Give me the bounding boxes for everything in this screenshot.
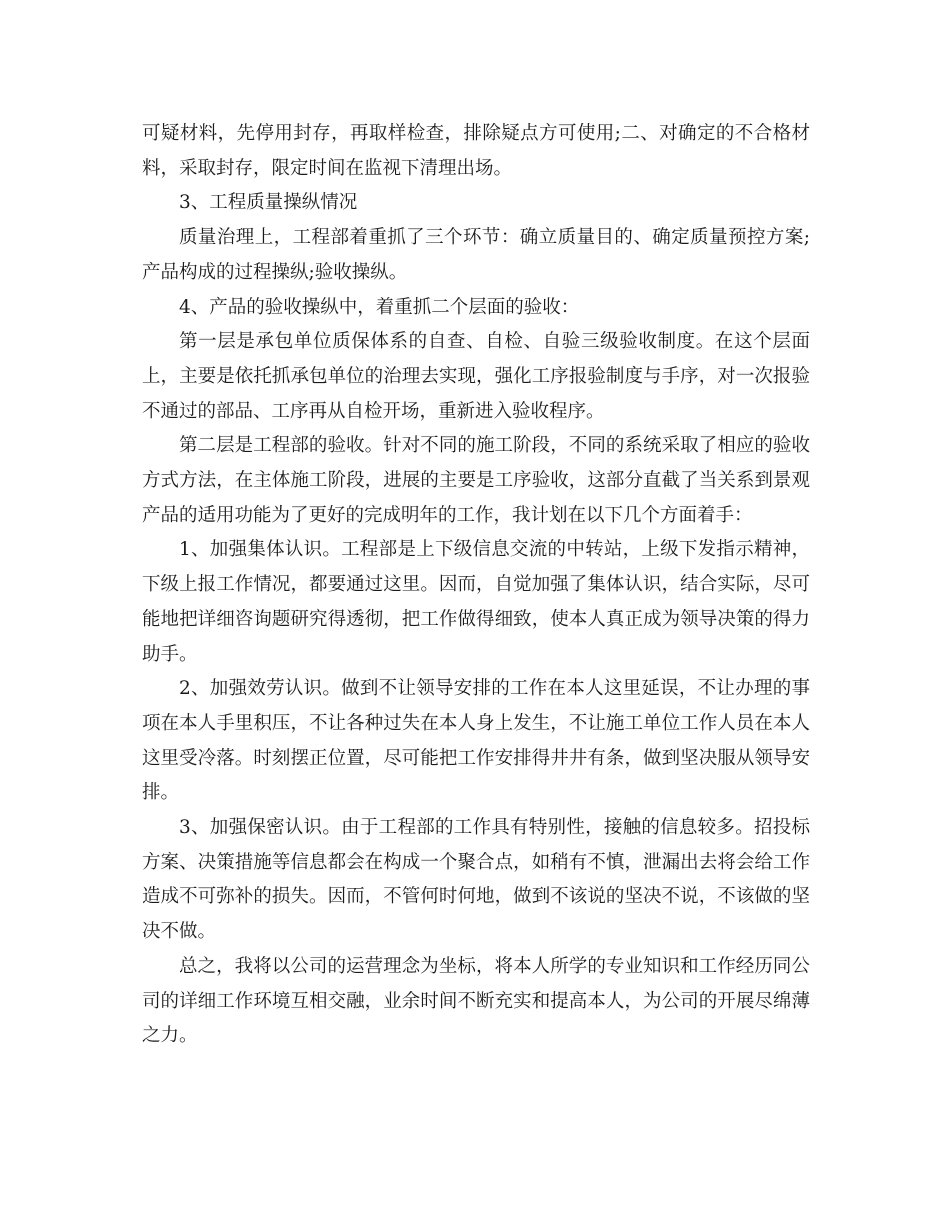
paragraph-conclusion: 总之，我将以公司的运营理念为坐标，将本人所学的专业知识和工作经历同公司的详细工作环境互相交融，业余时间不断充实和提高本人，为公司的开展尽绵薄之力。	[142, 955, 810, 1047]
paragraph-continuation: 可疑材料，先停用封存，再取样检查，排除疑点方可使用;二、对确定的不合格材料，采取封存，限定时间在监视下清理出场。	[142, 123, 810, 179]
paragraph-collective-awareness: 1、加强集体认识。工程部是上下级信息交流的中转站，上级下发指示精神，下级上报工作情况，都要通过这里。因而，自觉加强了集体认识，结合实际，尽可能地把详细咨询题研究得透彻，把工作做得细致，使本人真正成为领导决策的得力助手。	[142, 539, 810, 665]
paragraph-service-awareness: 2、加强效劳认识。做到不让领导安排的工作在本人这里延误，不让办理的事项在本人手里积压，不让各种过失在本人身上发生，不让施工单位工作人员在本人这里受冷落。时刻摆正位置，尽可能把工作安排得井井有条，做到坚决服从领导安排。	[142, 678, 810, 804]
paragraph-first-layer: 第一层是承包单位质保体系的自查、自检、自验三级验收制度。在这个层面上，主要是依托抓承包单位的治理去实现，强化工序报验制度与手序，对一次报验不通过的部品、工序再从自检开场，重新进入验收程序。	[142, 331, 810, 422]
paragraph-confidentiality-awareness: 3、加强保密认识。由于工程部的工作具有特别性，接触的信息较多。招投标方案、决策措施等信息都会在构成一个聚合点，如稍有不慎，泄漏出去将会给工作造成不可弥补的损失。因而，不管何时何地，做到不该说的坚决不说，不该做的坚决不做。	[142, 817, 810, 943]
paragraph-quality-management: 质量治理上，工程部着重抓了三个环节：确立质量目的、确定质量预控方案;产品构成的过程操纵;验收操纵。	[142, 227, 810, 283]
paragraph-second-layer: 第二层是工程部的验收。针对不同的施工阶段，不同的系统采取了相应的验收方式方法，在主体施工阶段，进展的主要是工序验收，这部分直截了当关系到景观产品的适用功能为了更好的完成明年的工作，我计划在以下几个方面着手：	[142, 435, 810, 526]
document-body	[142, 117, 810, 1054]
section-heading-quality-control: 3、工程质量操纵情况	[179, 192, 358, 214]
section-heading-acceptance-control: 4、产品的验收操纵中，着重抓二个层面的验收：	[179, 296, 580, 318]
